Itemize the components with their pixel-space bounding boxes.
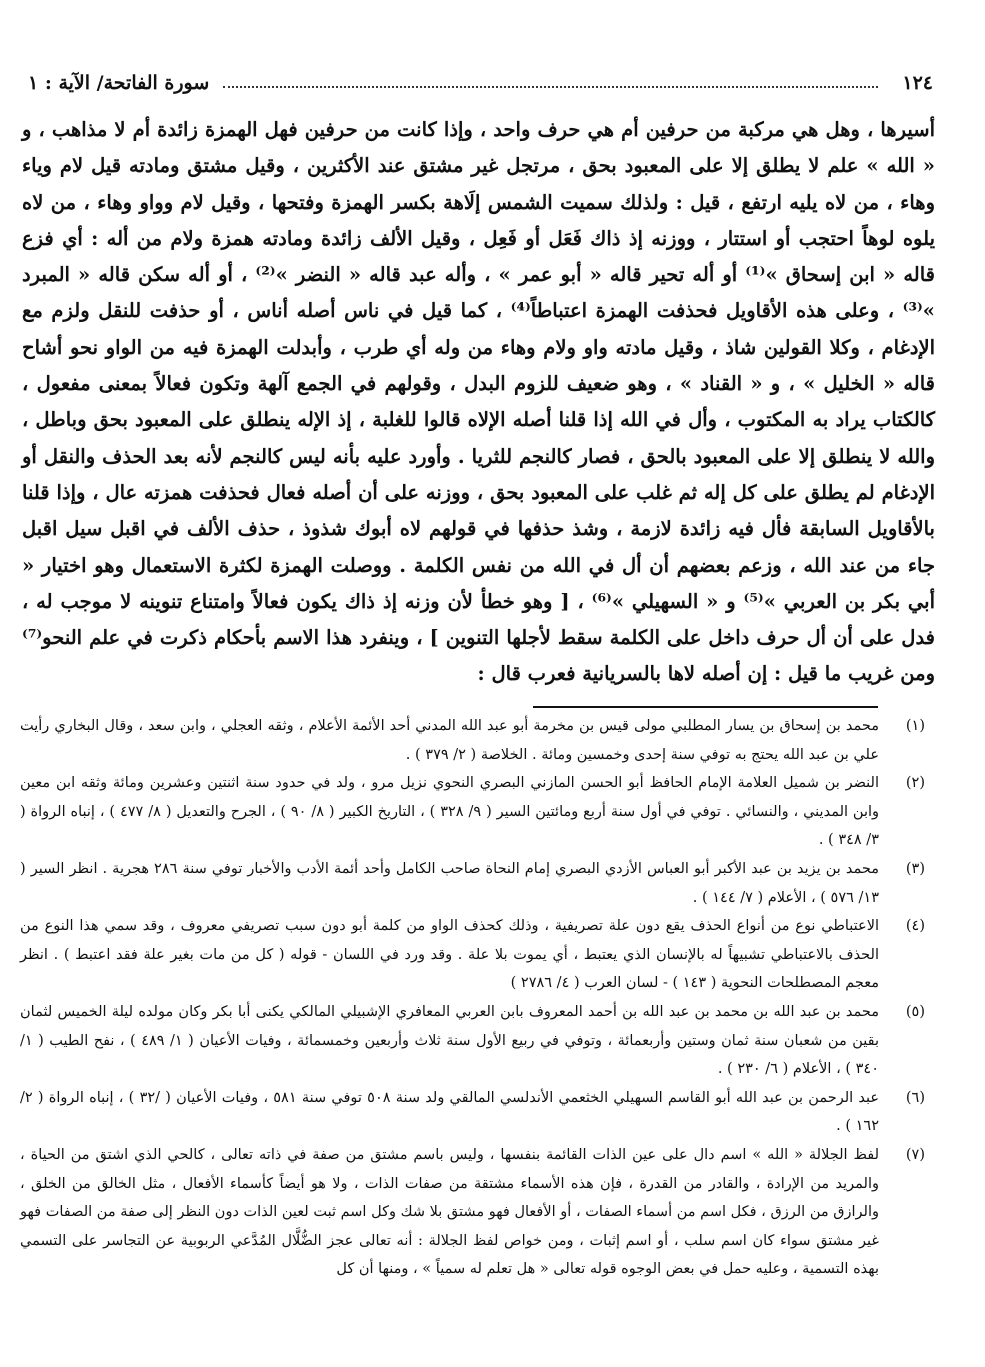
footnote-number: (٦) (905, 1089, 925, 1106)
footnote-1 (20, 712, 925, 769)
running-title: سورة الفاتحة/ الآية : ١ (28, 72, 210, 94)
footnote-text: محمد بن يزيد بن عبد الأكبر أبو العباس الأزدي البصري إمام النحاة صاحب الكامل وأحد أئمة الأدب والأخبار توفي سنة ٢٨٦ هجرية . انظر السير ( ١٣/ ٥٧٦ ) ، الأعلام ( ٧/ ١٤٤ ) . (20, 860, 879, 906)
footnote-number: (١) (905, 718, 925, 734)
body-paragraph: أسيرها ، وهل هي مركبة من حرفين أم هي حرف واحد ، وإذا كانت من حرفين فهل الهمزة زائدة أم لا مذاهب ، و « الله » علم لا يطلق إلا على المعبود بحق ، مرتجل غير مشتق عند الأكثرين ، وقيل مشتق ومادته قيل لام وياء وهاء ، من لاه يليه ارتفع ، قيل : ولذلك سميت الشمس إلَاهة بكسر الهمزة وفتحها ، وقيل لام وواو وهاء ، من لاه يلوه لوهاً احتجب أو استتار ، ووزنه إذ ذاك فَعَل أو فَعِل ، وقيل الألف زائدة ومادته همزة ولام من أله : أي فزع قاله « ابن إسحاق »⁽¹⁾ أو أله تحير قاله « أبو عمر » ، وأله عبد قاله « النضر »⁽²⁾ ، أو أله سكن قاله « المبرد »⁽³⁾ ، وعلى هذه الأقاويل فحذفت الهمزة اعتباطاً⁽⁴⁾ ، كما قيل في ناس أصله أناس ، أو حذفت للنقل ولزم مع الإدغام ، وكلا القولين شاذ ، وقيل مادته واو ولام وهاء من وله أي طرب ، وأبدلت الهمزة فيه من الواو نحو أشاح قاله « الخليل » ، و « القناد » ، وهو ضعيف للزوم البدل ، وقولهم في الجمع آلهة وتكون فعالاً بمعنى مفعول ، كالكتاب يراد به المكتوب ، وأل في الله إذا قلنا أصله الإلاه قالوا للغلبة ، إذ الإله ينطلق على المعبود بحق وباطل ، والله لا ينطلق إلا على المعبود بالحق ، فصار كالنجم للثريا . وأورد عليه بأنه ليس كالنجم لأنه بعد الحذف والنقل أو الإدغام لم يطلق على كل إله ثم غلب على المعبود بحق ، ووزنه على أن أصله فعال فحذفت همزته عال ، وإذا قلنا بالأقاويل السابقة فأل فيه زائدة لازمة ، وشذ حذفها في قولهم لاه أبوك شذوذ ، حذف الألف في اقبل سيل اقبل جاء من عند الله ، وزعم بعضهم أن أل في الله من نفس الكلمة . ووصلت الهمزة لكثرة الاستعمال وهو اختيار « أبي بكر بن العربي »⁽⁵⁾ و « السهيلي »⁽⁶⁾ ، [ وهو خطأ لأن وزنه إذ ذاك يكون فعالاً وامتناع تنوينه لا موجب له ، فدل على أن أل حرف داخل على الكلمة سقط لأجلها التنوين ] ، وينفرد هذا الاسم بأحكام ذكرت في علم النحو⁽⁷⁾ ومن غريب ما قيل : إن أصله لاها بالسريانية فعرب قال : (22, 118, 935, 686)
page-number: ١٢٤ (902, 72, 933, 94)
header-dotted-leader (223, 86, 878, 88)
footnote-7 (20, 1141, 925, 1284)
running-header (28, 62, 933, 104)
footnote-number: (٤) (905, 918, 925, 935)
footnote-2 (20, 769, 925, 855)
footnote-6 (20, 1084, 925, 1141)
footnote-5 (20, 998, 925, 1084)
footnote-4 (20, 912, 925, 998)
main-text (22, 112, 935, 693)
footnote-number: (٧) (905, 1146, 925, 1163)
footnote-text: الاعتباطي نوع من أنواع الحذف يقع دون علة تصريفية ، وذلك كحذف الواو من كلمة أبو دون سبب تصريفي معروف ، وقد سمي هذا النوع من الحذف بالاعتباطي تشبيهاً له بالإنسان الذي يعتبط ، أي يموت بلا علة . وقد ورد في اللسان - قوله ( كل من مات بغير علة فقد اعتبط ) . انظر معجم المصطلحات النحوية ( ١٤٣ ) - لسان العرب ( ٤/ ٢٧٨٦ ) (20, 918, 879, 992)
footnote-number: (٥) (905, 1003, 925, 1020)
footnote-text: النضر بن شميل العلامة الإمام الحافظ أبو الحسن المازني البصري النحوي نزيل مرو ، ولد في حدود سنة اثنتين وعشرين ومائة وثقه ابن معين وابن المديني ، والنسائي . توفي في أول سنة أربع ومائتين السير ( ٩/ ٣٢٨ ) ، التاريخ الكبير ( ٨/ ٩٠ ) ، الجرح والتعديل ( ٨/ ٤٧٧ ) ، إنباه الرواة ( ٣/ ٣٤٨ ) . (20, 775, 880, 849)
footnote-number: (٣) (905, 860, 925, 877)
footnote-text: محمد بن إسحاق بن يسار المطلبي مولى قيس بن مخرمة أبو عبد الله المدني أحد الأئمة الأعلام ، وثقه العجلي ، وابن سعد ، وقال البخاري رأيت علي بن عبد الله يحتج به توفي سنة إحدى وخمسين ومائة . الخلاصة ( ٢/ ٣٧٩ ) . (20, 718, 879, 763)
footnote-separator (533, 706, 878, 708)
footnote-number: (٢) (905, 775, 925, 792)
footnote-text: عبد الرحمن بن عبد الله أبو القاسم السهيلي الخثعمي الأندلسي المالقي ولد سنة ٥٠٨ توفي سنة ٥٨١ ، وفيات الأعيان ( /٣٢ ) ، إنباه الرواة ( ٢/ ١٦٢ ) . (20, 1089, 879, 1135)
footnotes (20, 712, 925, 1284)
footnote-text: لفظ الجلالة « الله » اسم دال على عين الذات القائمة بنفسها ، وليس باسم مشتق من صفة في ذاته تعالى ، كالحي الذي اشتق من الحياة ، والمريد من الإرادة ، والقادر من القدرة ، فإن هذه الأسماء مشتقة من صفات الذات ، ولا هو أيضاً كأسماء الأفعال ، مثل الخالق من الخلق ، والرازق من الرزق ، فكل اسم من أسماء الصفات ، أو الأفعال فهو مشتق بلا شك وكل اسم ثبت لعين الذات دون النظر إلى صفة من الصفات فهو غير مشتق سواء كان اسم سلب ، أو اسم إثبات ، ومن خواص لفظ الجلالة : أنه تعالى عجز الضُّلَّال المُدَّعي الربوبية عن التجاسر على التسمي بهذه التسمية ، وعليه حمل في بعض الوجوه قوله تعالى « هل تعلم له سمياً » ، ومنها أن كل (20, 1146, 879, 1278)
footnote-3 (20, 855, 925, 912)
footnote-text: محمد بن عبد الله بن محمد بن عبد الله بن أحمد المعروف بابن العربي المعافري الإشبيلي المالكي يكنى أبا بكر وكان مولده ليلة الخميس لثمان بقين من شعبان سنة ثمان وستين وأربعمائة ، وتوفي في ربيع الأول سنة ثلاث وأربعين وخمسمائة ، وفيات الأعيان ( ١/ ٤٨٩ ) ، نفح الطيب ( ١/ ٣٤٠ ) ، الأعلام ( ٦/ ٢٣٠ ) . (20, 1003, 879, 1078)
